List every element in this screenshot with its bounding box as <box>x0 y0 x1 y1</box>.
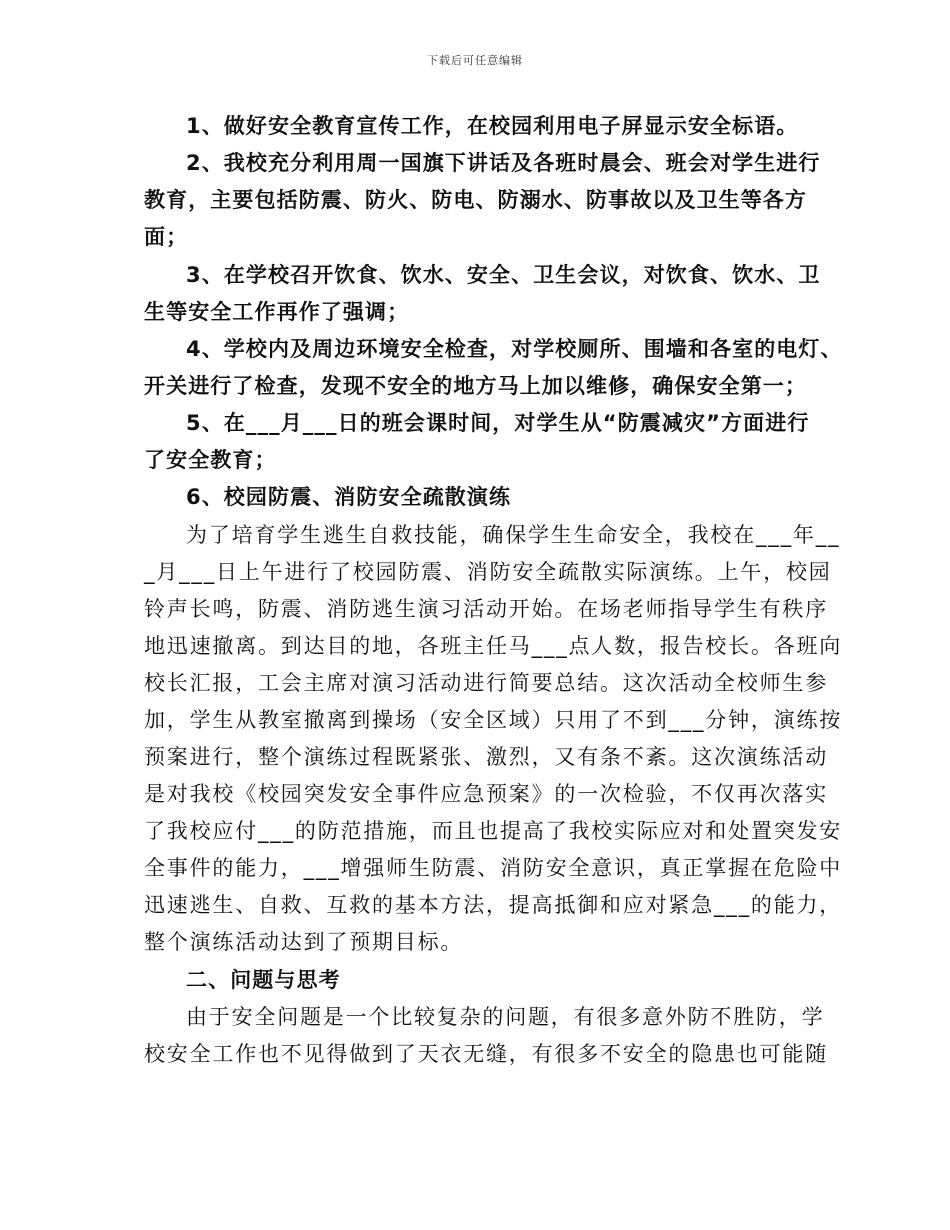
paragraph-problems-line-1: 由于安全问题是一个比较复杂的问题，有很多意外防不胜防，学 <box>186 1005 825 1029</box>
list-item-5-line-1: 5、在___月___日的班会课时间，对学生从“防震减灾”方面进行 <box>186 411 810 435</box>
page-header: 下载后可任意编辑 <box>427 54 523 67</box>
list-item-1: 1、做好安全教育宣传工作，在校园利用电子屏显示安全标语。 <box>186 114 799 138</box>
paragraph-drill-line-10: 全事件的能力，___增强师生防震、消防安全意识，真正掌握在危险中 <box>144 856 843 880</box>
paragraph-drill-line-7: 预案进行，整个演练过程既紧张、激烈，又有条不紊。这次演练活动 <box>144 745 828 769</box>
list-item-4-line-2: 开关进行了检查，发现不安全的地方马上加以维修，确保安全第一； <box>144 374 807 398</box>
paragraph-drill-line-11: 迅速逃生、自救、互救的基本方法，提高抵御和应对紧急___的能力， <box>144 893 843 917</box>
list-item-3-line-2: 生等安全工作再作了强调； <box>144 300 410 324</box>
list-item-4-line-1: 4、学校内及周边环境安全检查，对学校厕所、围墙和各室的电灯、 <box>186 337 843 361</box>
paragraph-drill-line-3: 铃声长鸣，防震、消防逃生演习活动开始。在场老师指导学生有秩序 <box>144 597 828 621</box>
paragraph-problems-line-2: 校安全工作也不见得做到了天衣无缝，有很多不安全的隐患也可能随 <box>144 1042 828 1066</box>
paragraph-drill-line-9: 了我校应付___的防范措施，而且也提高了我校实际应对和处置突发安 <box>144 819 843 843</box>
list-item-5-line-2: 了安全教育； <box>144 448 277 472</box>
list-item-2-line-3: 面； <box>144 225 189 249</box>
section-heading-problems: 二、问题与思考 <box>186 968 341 992</box>
paragraph-drill-line-1: 为了培育学生逃生自救技能，确保学生生命安全，我校在___年__ <box>186 523 841 547</box>
paragraph-drill-line-8: 是对我校《校园突发安全事件应急预案》的一次检验，不仅再次落实 <box>144 782 828 806</box>
paragraph-drill-line-12: 整个演练活动达到了预期目标。 <box>144 930 464 954</box>
list-item-6-heading: 6、校园防震、消防安全疏散演练 <box>186 485 512 509</box>
paragraph-drill-line-2: _月___日上午进行了校园防震、消防安全疏散实际演练。上午，校园 <box>144 560 832 584</box>
list-item-2-line-2: 教育，主要包括防震、防火、防电、防溺水、防事故以及卫生等各方 <box>144 188 807 212</box>
paragraph-drill-line-5: 校长汇报，工会主席对演习活动进行简要总结。这次活动全校师生参 <box>144 671 828 695</box>
paragraph-drill-line-4: 地迅速撤离。到达目的地，各班主任马___点人数，报告校长。各班向 <box>144 634 843 658</box>
paragraph-drill-line-6: 加，学生从教室撤离到操场（安全区域）只用了不到___分钟，演练按 <box>144 708 843 732</box>
list-item-3-line-1: 3、在学校召开饮食、饮水、安全、卫生会议，对饮食、饮水、卫 <box>186 263 821 287</box>
list-item-2-line-1: 2、我校充分利用周一国旗下讲话及各班时晨会、班会对学生进行 <box>186 151 821 175</box>
